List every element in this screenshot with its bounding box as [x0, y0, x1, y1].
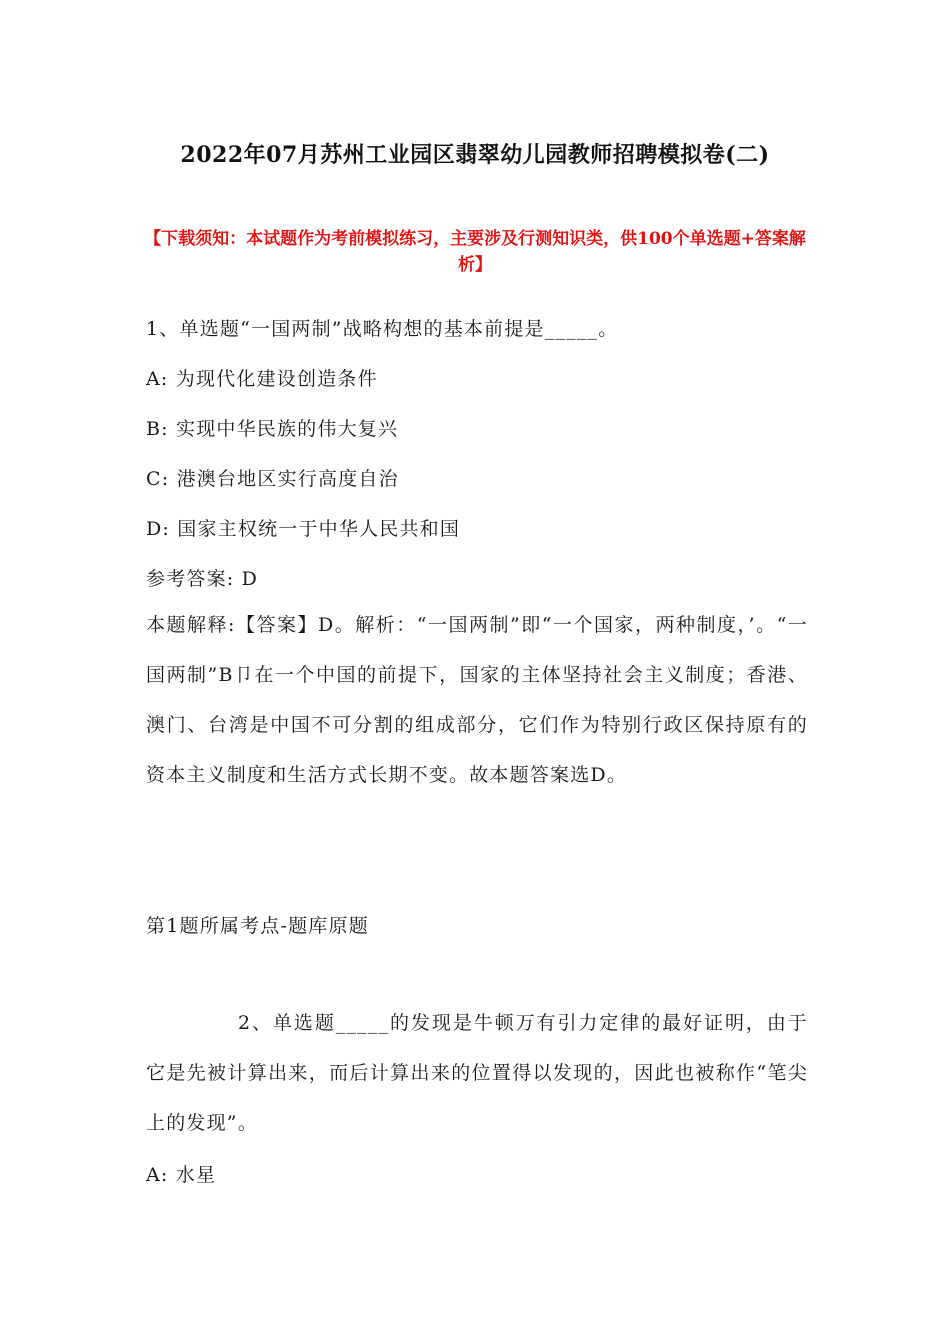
- question-2-stem: 2、单选题_____的发现是牛顿万有引力定律的最好证明，由于它是先被计算出来，而后计算出来的位置得以发现的，因此也被称作“笔尖上的发现”。: [146, 1012, 808, 1134]
- question-1-option-d: D: 国家主权统一于中华人民共和国: [146, 518, 461, 540]
- question-1-explanation: 本题解释:【答案】D。解析：“一国两制”即“一个国家，两种制度，’。“一国两制”B卩在一个中国的前提下，国家的主体坚持社会主义制度；香港、澳门、台湾是中国不可分割的组成部分，它们作为特别行政区保持原有的资本主义制度和生活方式长期不变。故本题答案选D。: [146, 614, 808, 786]
- question-1-answer: 参考答案: D: [146, 568, 259, 590]
- question-1-option-b: B: 实现中华民族的伟大复兴: [146, 418, 399, 440]
- document-title: 2022年07月苏州工业园区翡翠幼儿园教师招聘模拟卷(二): [180, 142, 770, 168]
- question-1-stem: 1、单选题“一国两制”战略构想的基本前提是_____。: [146, 318, 619, 340]
- question-2-option-a: A: 水星: [146, 1164, 217, 1186]
- question-1-option-a: A: 为现代化建设创造条件: [146, 368, 378, 390]
- download-notice: 【下载须知：本试题作为考前模拟练习，主要涉及行测知识类，供100个单选题+答案解析】: [144, 229, 806, 275]
- question-1-source: 第1题所属考点-题库原题: [146, 915, 369, 937]
- question-1-option-c: C: 港澳台地区实行高度自治: [146, 468, 399, 490]
